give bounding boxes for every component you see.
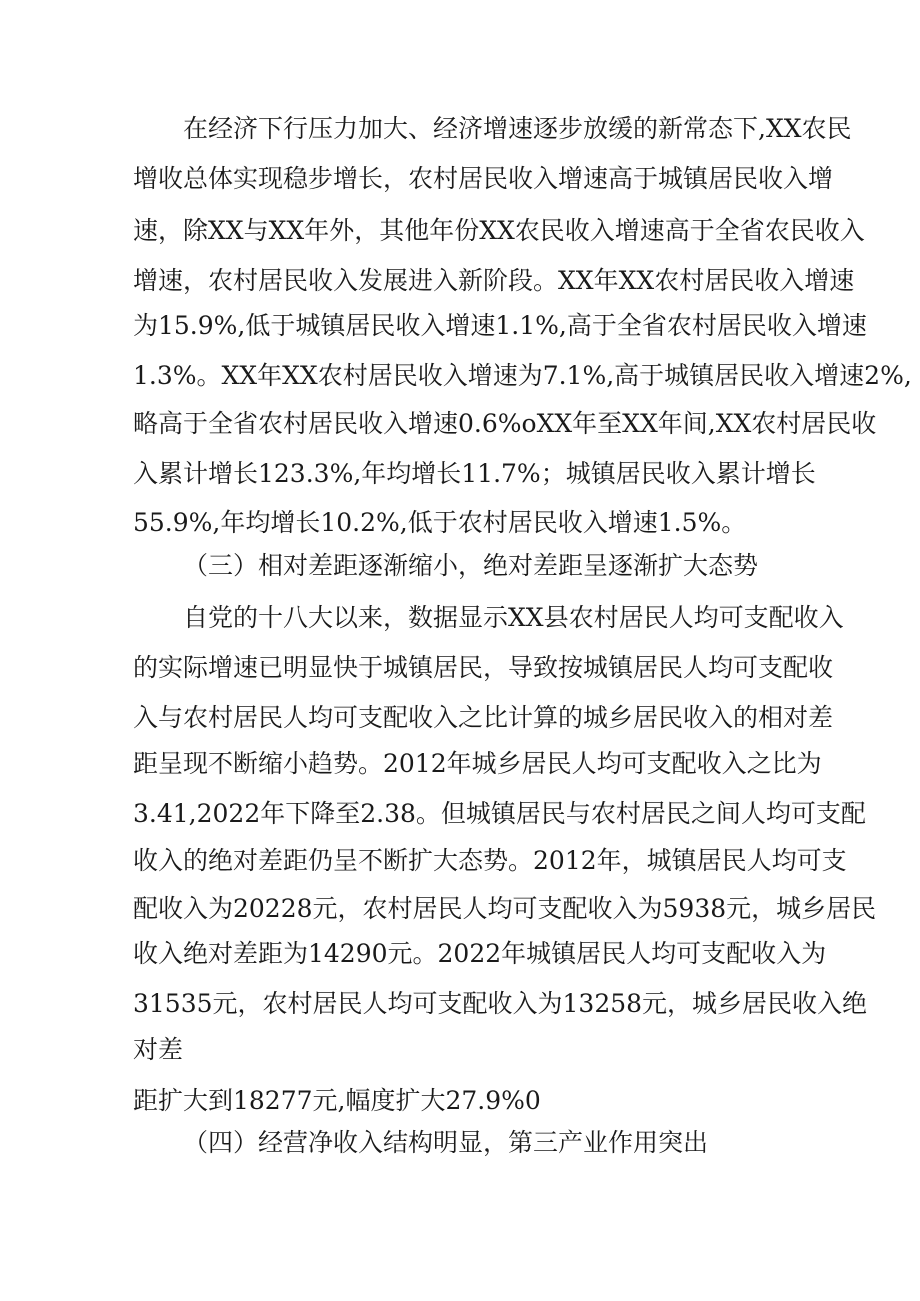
paragraph-2-line-2: 的实际增速已明显快于城镇居民，导致按城镇居民人均可支配收	[133, 653, 834, 682]
section-heading-3: （三）相对差距逐渐缩小，绝对差距呈逐渐扩大态势	[183, 551, 759, 580]
paragraph-1-line-3: 速，除XX与XX年外，其他年份XX农民收入增速高于全省农民收入	[133, 216, 865, 245]
paragraph-2-line-9: 31535元，农村居民人均可支配收入为13258元，城乡居民收入绝	[133, 989, 868, 1018]
paragraph-2-line-10: 对差	[133, 1035, 184, 1064]
paragraph-2-line-5: 3.41,2022年下降至2.38。但城镇居民与农村居民之间人均可支配	[133, 799, 866, 828]
paragraph-1-line-6: 1.3%。XX年XX农村居民收入增速为7.1%,高于城镇居民收入增速2%,	[133, 361, 912, 390]
paragraph-2-line-4: 距呈现不断缩小趋势。2012年城乡居民人均可支配收入之比为	[133, 749, 822, 778]
paragraph-1-line-2: 增收总体实现稳步增长，农村居民收入增速高于城镇居民收入增	[133, 164, 834, 193]
paragraph-1-line-8: 入累计增长123.3%,年均增长11.7%；城镇居民收入累计增长	[133, 459, 816, 488]
paragraph-1-line-4: 增速，农村居民收入发展进入新阶段。XX年XX农村居民收入增速	[133, 266, 855, 295]
paragraph-2-line-3: 入与农村居民人均可支配收入之比计算的城乡居民收入的相对差	[133, 703, 834, 732]
section-heading-4: （四）经营净收入结构明显，第三产业作用突出	[183, 1128, 709, 1157]
paragraph-3-line-1: 距扩大到18277元,幅度扩大27.9%0	[133, 1086, 541, 1115]
paragraph-1-line-5: 为15.9%,低于城镇居民收入增速1.1%,高于全省农村居民收入增速	[133, 311, 867, 340]
paragraph-2-line-6: 收入的绝对差距仍呈不断扩大态势。2012年，城镇居民人均可支	[133, 846, 847, 875]
paragraph-1-line-9: 55.9%,年均增长10.2%,低于农村居民收入增速1.5%。	[133, 508, 747, 537]
paragraph-1-line-7: 略高于全省农村居民收入增速0.6%oXX年至XX年间,XX农村居民收	[133, 409, 877, 438]
paragraph-2-line-8: 收入绝对差距为14290元。2022年城镇居民人均可支配收入为	[133, 939, 827, 968]
paragraph-1-line-1: 在经济下行压力加大、经济增速逐步放缓的新常态下,XX农民	[183, 114, 852, 143]
paragraph-2-line-1: 自党的十八大以来，数据显示XX县农村居民人均可支配收入	[183, 603, 844, 632]
paragraph-2-line-7: 配收入为20228元，农村居民人均可支配收入为5938元，城乡居民	[133, 894, 877, 923]
